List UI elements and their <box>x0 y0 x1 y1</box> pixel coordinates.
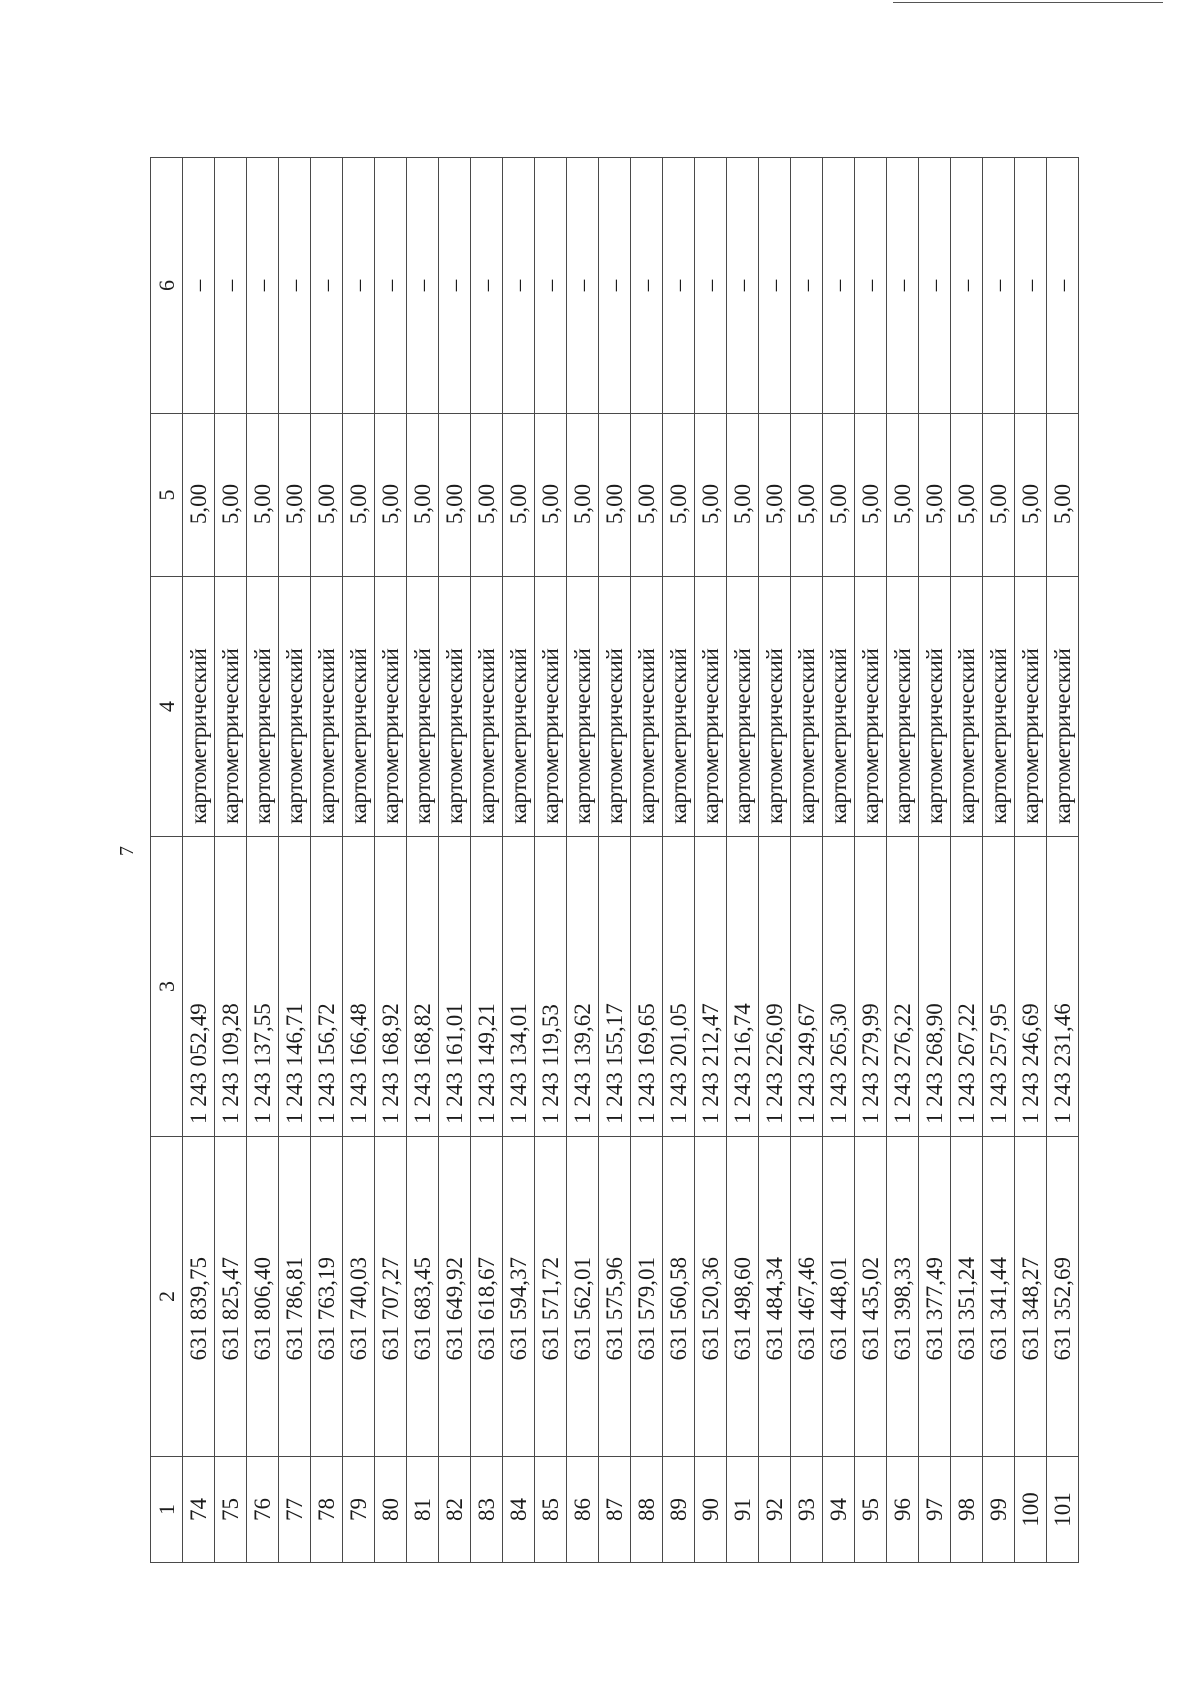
y-coordinate-cell: 1 243 156,72 <box>311 837 343 1137</box>
accuracy-cell: 5,00 <box>983 414 1015 577</box>
y-coordinate-cell: 1 243 246,69 <box>1015 837 1047 1137</box>
method-cell: картометрический <box>567 577 599 837</box>
x-coordinate-cell: 631 683,45 <box>407 1137 439 1457</box>
point-number-cell: 88 <box>631 1457 663 1563</box>
x-coordinate-cell: 631 786,81 <box>279 1137 311 1457</box>
x-coordinate-cell: 631 649,92 <box>439 1137 471 1457</box>
point-number-cell: 94 <box>823 1457 855 1563</box>
table-header-row <box>151 158 183 1563</box>
point-number-cell: 93 <box>791 1457 823 1563</box>
accuracy-cell: 5,00 <box>1047 414 1079 577</box>
y-coordinate-cell: 1 243 155,17 <box>599 837 631 1137</box>
y-coordinate-cell: 1 243 169,65 <box>631 837 663 1137</box>
y-coordinate-cell: 1 243 226,09 <box>759 837 791 1137</box>
table-row <box>887 158 919 1563</box>
table-row <box>1047 158 1079 1563</box>
point-number-cell: 74 <box>183 1457 215 1563</box>
method-cell: картометрический <box>279 577 311 837</box>
point-number-cell: 79 <box>343 1457 375 1563</box>
y-coordinate-cell: 1 243 257,95 <box>983 837 1015 1137</box>
accuracy-cell: 5,00 <box>951 414 983 577</box>
method-cell: картометрический <box>663 577 695 837</box>
table-row <box>855 158 887 1563</box>
x-coordinate-cell: 631 618,67 <box>471 1137 503 1457</box>
description-cell: – <box>471 158 503 414</box>
y-coordinate-cell: 1 243 137,55 <box>247 837 279 1137</box>
description-cell: – <box>279 158 311 414</box>
accuracy-cell: 5,00 <box>375 414 407 577</box>
description-cell: – <box>983 158 1015 414</box>
point-number-cell: 84 <box>503 1457 535 1563</box>
point-number-cell: 95 <box>855 1457 887 1563</box>
description-cell: – <box>503 158 535 414</box>
y-coordinate-cell: 1 243 134,01 <box>503 837 535 1137</box>
description-cell: – <box>375 158 407 414</box>
header-col-6: 6 <box>151 158 183 414</box>
table-row <box>311 158 343 1563</box>
x-coordinate-cell: 631 341,44 <box>983 1137 1015 1457</box>
accuracy-cell: 5,00 <box>215 414 247 577</box>
point-number-cell: 97 <box>919 1457 951 1563</box>
description-cell: – <box>343 158 375 414</box>
point-number-cell: 91 <box>727 1457 759 1563</box>
accuracy-cell: 5,00 <box>407 414 439 577</box>
x-coordinate-cell: 631 498,60 <box>727 1137 759 1457</box>
accuracy-cell: 5,00 <box>855 414 887 577</box>
y-coordinate-cell: 1 243 265,30 <box>823 837 855 1137</box>
description-cell: – <box>1047 158 1079 414</box>
table-row <box>631 158 663 1563</box>
point-number-cell: 81 <box>407 1457 439 1563</box>
x-coordinate-cell: 631 351,24 <box>951 1137 983 1457</box>
method-cell: картометрический <box>183 577 215 837</box>
method-cell: картометрический <box>439 577 471 837</box>
accuracy-cell: 5,00 <box>343 414 375 577</box>
table-row <box>247 158 279 1563</box>
point-number-cell: 101 <box>1047 1457 1079 1563</box>
description-cell: – <box>695 158 727 414</box>
method-cell: картометрический <box>855 577 887 837</box>
point-number-cell: 99 <box>983 1457 1015 1563</box>
method-cell: картометрический <box>983 577 1015 837</box>
method-cell: картометрический <box>247 577 279 837</box>
method-cell: картометрический <box>311 577 343 837</box>
point-number-cell: 75 <box>215 1457 247 1563</box>
description-cell: – <box>663 158 695 414</box>
top-rule <box>893 2 1163 3</box>
y-coordinate-cell: 1 243 161,01 <box>439 837 471 1137</box>
table-row <box>535 158 567 1563</box>
x-coordinate-cell: 631 806,40 <box>247 1137 279 1457</box>
accuracy-cell: 5,00 <box>919 414 951 577</box>
accuracy-cell: 5,00 <box>759 414 791 577</box>
table-row <box>567 158 599 1563</box>
y-coordinate-cell: 1 243 149,21 <box>471 837 503 1137</box>
x-coordinate-cell: 631 571,72 <box>535 1137 567 1457</box>
y-coordinate-cell: 1 243 268,90 <box>919 837 951 1137</box>
accuracy-cell: 5,00 <box>439 414 471 577</box>
table-row <box>471 158 503 1563</box>
point-number-cell: 96 <box>887 1457 919 1563</box>
method-cell: картометрический <box>631 577 663 837</box>
x-coordinate-cell: 631 520,36 <box>695 1137 727 1457</box>
accuracy-cell: 5,00 <box>183 414 215 577</box>
y-coordinate-cell: 1 243 119,53 <box>535 837 567 1137</box>
description-cell: – <box>407 158 439 414</box>
description-cell: – <box>631 158 663 414</box>
description-cell: – <box>215 158 247 414</box>
header-col-3: 3 <box>151 837 183 1137</box>
x-coordinate-cell: 631 579,01 <box>631 1137 663 1457</box>
table-row <box>727 158 759 1563</box>
y-coordinate-cell: 1 243 201,05 <box>663 837 695 1137</box>
description-cell: – <box>823 158 855 414</box>
description-cell: – <box>247 158 279 414</box>
point-number-cell: 92 <box>759 1457 791 1563</box>
point-number-cell: 82 <box>439 1457 471 1563</box>
table-row <box>1015 158 1047 1563</box>
x-coordinate-cell: 631 740,03 <box>343 1137 375 1457</box>
accuracy-cell: 5,00 <box>791 414 823 577</box>
method-cell: картометрический <box>791 577 823 837</box>
method-cell: картометрический <box>1047 577 1079 837</box>
x-coordinate-cell: 631 594,37 <box>503 1137 535 1457</box>
method-cell: картометрический <box>919 577 951 837</box>
y-coordinate-cell: 1 243 139,62 <box>567 837 599 1137</box>
x-coordinate-cell: 631 352,69 <box>1047 1137 1079 1457</box>
method-cell: картометрический <box>471 577 503 837</box>
description-cell: – <box>567 158 599 414</box>
point-number-cell: 76 <box>247 1457 279 1563</box>
point-number-cell: 80 <box>375 1457 407 1563</box>
x-coordinate-cell: 631 398,33 <box>887 1137 919 1457</box>
x-coordinate-cell: 631 825,47 <box>215 1137 247 1457</box>
method-cell: картометрический <box>727 577 759 837</box>
accuracy-cell: 5,00 <box>887 414 919 577</box>
point-number-cell: 77 <box>279 1457 311 1563</box>
point-number-cell: 85 <box>535 1457 567 1563</box>
table-body <box>183 158 1079 1563</box>
x-coordinate-cell: 631 763,19 <box>311 1137 343 1457</box>
x-coordinate-cell: 631 435,02 <box>855 1137 887 1457</box>
table-row <box>599 158 631 1563</box>
method-cell: картометрический <box>535 577 567 837</box>
x-coordinate-cell: 631 377,49 <box>919 1137 951 1457</box>
point-number-cell: 87 <box>599 1457 631 1563</box>
table-row <box>215 158 247 1563</box>
table-row <box>375 158 407 1563</box>
method-cell: картометрический <box>823 577 855 837</box>
y-coordinate-cell: 1 243 249,67 <box>791 837 823 1137</box>
x-coordinate-cell: 631 560,58 <box>663 1137 695 1457</box>
point-number-cell: 78 <box>311 1457 343 1563</box>
description-cell: – <box>887 158 919 414</box>
x-coordinate-cell: 631 707,27 <box>375 1137 407 1457</box>
y-coordinate-cell: 1 243 216,74 <box>727 837 759 1137</box>
method-cell: картометрический <box>343 577 375 837</box>
accuracy-cell: 5,00 <box>663 414 695 577</box>
accuracy-cell: 5,00 <box>311 414 343 577</box>
table-row <box>823 158 855 1563</box>
page-number: 7 <box>116 846 138 856</box>
x-coordinate-cell: 631 348,27 <box>1015 1137 1047 1457</box>
accuracy-cell: 5,00 <box>823 414 855 577</box>
table-row <box>279 158 311 1563</box>
table-row <box>407 158 439 1563</box>
y-coordinate-cell: 1 243 168,82 <box>407 837 439 1137</box>
description-cell: – <box>727 158 759 414</box>
table-row <box>759 158 791 1563</box>
table-wrapper <box>150 158 1075 1563</box>
method-cell: картометрический <box>215 577 247 837</box>
y-coordinate-cell: 1 243 279,99 <box>855 837 887 1137</box>
method-cell: картометрический <box>599 577 631 837</box>
header-col-2: 2 <box>151 1137 183 1457</box>
accuracy-cell: 5,00 <box>535 414 567 577</box>
point-number-cell: 86 <box>567 1457 599 1563</box>
accuracy-cell: 5,00 <box>599 414 631 577</box>
accuracy-cell: 5,00 <box>279 414 311 577</box>
header-col-4: 4 <box>151 577 183 837</box>
description-cell: – <box>311 158 343 414</box>
accuracy-cell: 5,00 <box>631 414 663 577</box>
description-cell: – <box>439 158 471 414</box>
method-cell: картометрический <box>951 577 983 837</box>
table-row <box>439 158 471 1563</box>
method-cell: картометрический <box>375 577 407 837</box>
y-coordinate-cell: 1 243 267,22 <box>951 837 983 1137</box>
table-row <box>919 158 951 1563</box>
point-number-cell: 98 <box>951 1457 983 1563</box>
point-number-cell: 83 <box>471 1457 503 1563</box>
table-row <box>791 158 823 1563</box>
y-coordinate-cell: 1 243 109,28 <box>215 837 247 1137</box>
description-cell: – <box>791 158 823 414</box>
description-cell: – <box>599 158 631 414</box>
table-row <box>503 158 535 1563</box>
accuracy-cell: 5,00 <box>1015 414 1047 577</box>
x-coordinate-cell: 631 448,01 <box>823 1137 855 1457</box>
y-coordinate-cell: 1 243 166,48 <box>343 837 375 1137</box>
description-cell: – <box>855 158 887 414</box>
description-cell: – <box>535 158 567 414</box>
point-number-cell: 89 <box>663 1457 695 1563</box>
method-cell: картометрический <box>695 577 727 837</box>
table-row <box>183 158 215 1563</box>
method-cell: картометрический <box>503 577 535 837</box>
point-number-cell: 100 <box>1015 1457 1047 1563</box>
accuracy-cell: 5,00 <box>727 414 759 577</box>
accuracy-cell: 5,00 <box>471 414 503 577</box>
y-coordinate-cell: 1 243 231,46 <box>1047 837 1079 1137</box>
accuracy-cell: 5,00 <box>247 414 279 577</box>
x-coordinate-cell: 631 839,75 <box>183 1137 215 1457</box>
y-coordinate-cell: 1 243 168,92 <box>375 837 407 1137</box>
y-coordinate-cell: 1 243 276,22 <box>887 837 919 1137</box>
method-cell: картометрический <box>407 577 439 837</box>
table-row <box>343 158 375 1563</box>
y-coordinate-cell: 1 243 146,71 <box>279 837 311 1137</box>
accuracy-cell: 5,00 <box>567 414 599 577</box>
description-cell: – <box>1015 158 1047 414</box>
description-cell: – <box>919 158 951 414</box>
x-coordinate-cell: 631 575,96 <box>599 1137 631 1457</box>
y-coordinate-cell: 1 243 052,49 <box>183 837 215 1137</box>
description-cell: – <box>183 158 215 414</box>
table-row <box>951 158 983 1563</box>
x-coordinate-cell: 631 562,01 <box>567 1137 599 1457</box>
accuracy-cell: 5,00 <box>503 414 535 577</box>
accuracy-cell: 5,00 <box>695 414 727 577</box>
table-row <box>983 158 1015 1563</box>
table-row <box>695 158 727 1563</box>
table-row <box>663 158 695 1563</box>
method-cell: картометрический <box>759 577 791 837</box>
y-coordinate-cell: 1 243 212,47 <box>695 837 727 1137</box>
description-cell: – <box>759 158 791 414</box>
header-col-1: 1 <box>151 1457 183 1563</box>
coordinates-table <box>150 157 1079 1563</box>
x-coordinate-cell: 631 484,34 <box>759 1137 791 1457</box>
x-coordinate-cell: 631 467,46 <box>791 1137 823 1457</box>
method-cell: картометрический <box>1015 577 1047 837</box>
header-col-5: 5 <box>151 414 183 577</box>
method-cell: картометрический <box>887 577 919 837</box>
point-number-cell: 90 <box>695 1457 727 1563</box>
description-cell: – <box>951 158 983 414</box>
